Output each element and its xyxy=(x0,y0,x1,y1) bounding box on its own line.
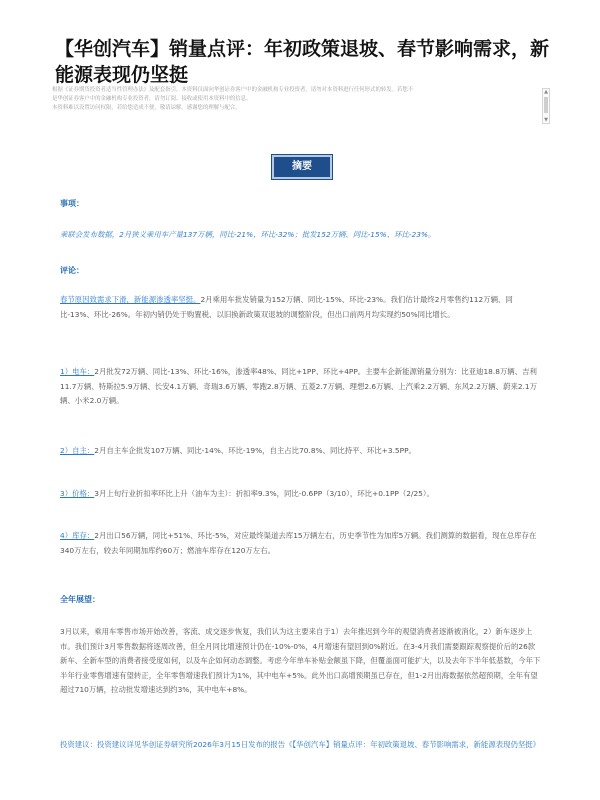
comment-paragraph-3 xyxy=(60,444,542,459)
comment-keyword-4: 3）价格： xyxy=(60,489,95,498)
outlook-text: 3月以来，乘用车零售市场开始改善，客流、成交逐步恢复，我们认为这主要来自于1）去年推迟到今年的观望消费者逐渐被消化，2）新车逐步上市。我们预计3月零售数据将逐周改善，但全月同比增速预计仍在-10%-0%，4月增速有望回到0%附近。在3-4月我们需要跟踪观察提价后的26款新车、全新车型的消费者接受度如何，以及车企如何动态调整。考虑今年单车补贴金额虽下降，但覆盖面可能扩大，以及去年下半年低基数，今年下半年行业零售增速有望转正，全年零售增速我们预计为1%，其中电车+5%。此外出口高增预期虽已存在，但1-2月出海数据依然超预期，全年有望超过710万辆，拉动批发增速达到约3%，其中电车+8%。 xyxy=(60,627,541,694)
comment-keyword-1: 春节原因致需求下滑，新能源渗透率坚挺。 xyxy=(60,295,201,304)
comment-keyword-3: 2）自主： xyxy=(60,446,95,455)
disclaimer-line-1: 根据《证券期货投资者适当性管理办法》及配套指引，本资料仅面向华创证券客户中的金融机构专业投资者，请勿对本资料进行任何形式的转发。若您不 xyxy=(52,87,414,93)
comment-text-3: 2月自主车企批发107万辆、同比-14%、环比-19%，自主占比70.8%、同比持平、环比+3.5PP。 xyxy=(94,446,416,455)
comment-paragraph-2 xyxy=(60,365,542,409)
investment-advice[interactable]: 投资建议：投资建议详见华创证券研究所2026年3月15日发布的报告《【华创汽车】销量点评：年初政策退坡、春节影响需求，新能源表现仍坚挺》 xyxy=(60,740,541,749)
report-title: 【华创汽车】销量点评：年初政策退坡、春节影响需求，新能源表现仍坚挺 xyxy=(55,38,550,86)
comment-text-4: 3月上旬行业折扣率环比上升（油车为主）：折扣率9.3%，同比-0.6PP（3/10），环比+0.1PP（2/25）。 xyxy=(94,489,434,498)
comment-paragraph-5 xyxy=(60,529,542,558)
outlook-label: 全年展望： xyxy=(60,595,100,604)
scroll-down-icon[interactable]: ▼ xyxy=(544,117,548,123)
comment-paragraph-1 xyxy=(60,293,542,322)
events-text: 乘联会发布数据，2月狭义乘用车产量137万辆，同比-21%，环比-32%；批发152万辆、同比-15%、环比-23%。 xyxy=(60,230,436,239)
events-label: 事项： xyxy=(60,199,84,208)
disclaimer-line-3: 本资料难以设置访问权限，若给您造成不便，敬请谅解。感谢您的理解与配合。 xyxy=(52,105,241,112)
scroll-thumb[interactable] xyxy=(544,97,548,113)
disclaimer-line-2: 是华创证券客户中的金融机构专业投资者，请勿订阅、接收或使用本资料中的信息。 xyxy=(52,96,252,103)
comment-text-1: 2月乘用车批发销量为152万辆、同比-15%、环比-23%。我们估计最终2月零售约112万辆、同比-13%、环比-26%。年初内销仍处于购置税、以旧换新政策双退坡的调整阶段，但出口前两月均实现约50%同比增长。 xyxy=(60,295,513,319)
comment-paragraph-4 xyxy=(60,487,542,502)
comment-label: 评论： xyxy=(60,266,84,275)
scroll-up-icon[interactable]: ▲ xyxy=(544,89,548,95)
summary-badge: 摘要 xyxy=(272,155,332,179)
comment-text-5: 2月出口56万辆，同比+51%、环比-5%，对应最终渠道去库15万辆左右，历史季节性为加库5万辆。我们测算的数据看，现在总库存在340万左右，较去年同期加库约60万；燃油车库存在120万左右。 xyxy=(60,531,537,555)
disclaimer-scrollbar[interactable] xyxy=(542,88,550,124)
comment-text-2: 2月批发72万辆、同比-13%、环比-16%，渗透率48%、同比+1PP、环比+4PP。主要车企新能源销量分别为：比亚迪18.8万辆、吉利11.7万辆、特斯拉5.9万辆、长安4.1万辆、奇瑞3.6万辆、零跑2.8万辆、五菱2.7万辆、理想2.6万辆、上汽乘2.2万辆、东风2.2万辆、蔚来2.1万辆、小米2.0万辆。 xyxy=(60,367,537,405)
comment-keyword-5: 4）库存： xyxy=(60,531,95,540)
comment-keyword-2: 1）电车： xyxy=(60,367,95,376)
disclaimer-box[interactable] xyxy=(52,86,552,126)
